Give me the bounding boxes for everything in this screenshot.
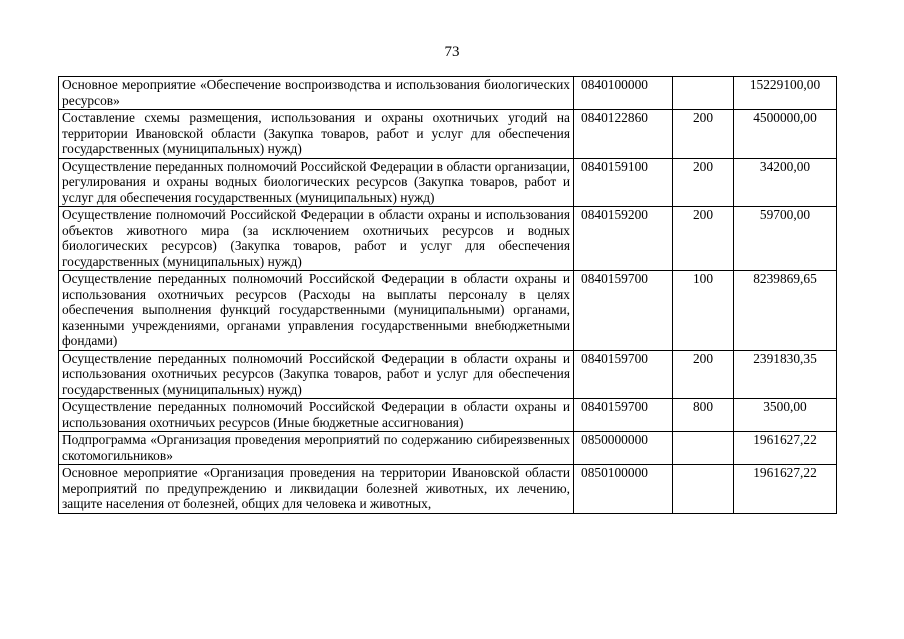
row-amount: 1961627,22 — [734, 432, 837, 465]
table-row — [59, 399, 837, 432]
row-description: Основное мероприятие «Обеспечение воспроизводства и использования биологических ресурсов» — [59, 77, 574, 110]
row-description: Подпрограмма «Организация проведения мероприятий по содержанию сибиреязвенных скотомогильников» — [59, 432, 574, 465]
row-expense-type: 200 — [673, 350, 734, 399]
row-amount: 4500000,00 — [734, 110, 837, 159]
row-amount: 34200,00 — [734, 158, 837, 207]
row-target-code: 0840159100 — [574, 158, 673, 207]
table-row — [59, 350, 837, 399]
table-row — [59, 158, 837, 207]
budget-table — [58, 76, 837, 514]
row-target-code: 0850000000 — [574, 432, 673, 465]
row-amount: 2391830,35 — [734, 350, 837, 399]
row-target-code: 0840159700 — [574, 350, 673, 399]
page-number: 73 — [444, 44, 460, 60]
row-expense-type — [673, 432, 734, 465]
row-amount: 1961627,22 — [734, 465, 837, 514]
row-expense-type — [673, 77, 734, 110]
row-expense-type: 200 — [673, 207, 734, 271]
row-amount: 8239869,65 — [734, 271, 837, 351]
row-expense-type — [673, 465, 734, 514]
row-target-code: 0850100000 — [574, 465, 673, 514]
table-row — [59, 110, 837, 159]
table-row — [59, 271, 837, 351]
table-row — [59, 465, 837, 514]
row-description: Составление схемы размещения, использования и охраны охотничьих угодий на территории Ивановской области (Закупка товаров, работ и услуг для обеспечения государственных (муниципальных) нужд) — [59, 110, 574, 159]
row-description: Основное мероприятие «Организация проведения на территории Ивановской области мероприятий по предупреждению и ликвидации болезней животных, их лечению, защите населения от болезней, общих для человека и животных, — [59, 465, 574, 514]
table-row — [59, 432, 837, 465]
row-description: Осуществление переданных полномочий Российской Федерации в области охраны и использования охотничьих ресурсов (Расходы на выплаты персоналу в целях обеспечения выполнения функций государственными (муниципальными) органами, казенными учреждениями, органами управления государственными внебюджетными фондами) — [59, 271, 574, 351]
row-target-code: 0840122860 — [574, 110, 673, 159]
row-target-code: 0840159700 — [574, 399, 673, 432]
row-description: Осуществление переданных полномочий Российской Федерации в области организации, регулирования и охраны водных биологических ресурсов (Закупка товаров, работ и услуг для обеспечения государственных (муниципальных) нужд) — [59, 158, 574, 207]
row-target-code: 0840159200 — [574, 207, 673, 271]
row-amount: 3500,00 — [734, 399, 837, 432]
row-description: Осуществление переданных полномочий Российской Федерации в области охраны и использования охотничьих ресурсов (Иные бюджетные ассигнования) — [59, 399, 574, 432]
row-description: Осуществление полномочий Российской Федерации в области охраны и использования объектов животного мира (за исключением охотничьих ресурсов и водных биологических ресурсов) (Закупка товаров, работ и услуг для обеспечения государственных (муниципальных) нужд) — [59, 207, 574, 271]
table-row — [59, 207, 837, 271]
row-target-code: 0840100000 — [574, 77, 673, 110]
row-target-code: 0840159700 — [574, 271, 673, 351]
row-expense-type: 100 — [673, 271, 734, 351]
row-amount: 59700,00 — [734, 207, 837, 271]
row-amount: 15229100,00 — [734, 77, 837, 110]
row-description: Осуществление переданных полномочий Российской Федерации в области охраны и использования охотничьих ресурсов (Закупка товаров, работ и услуг для обеспечения государственных (муниципальных) нужд) — [59, 350, 574, 399]
row-expense-type: 800 — [673, 399, 734, 432]
row-expense-type: 200 — [673, 158, 734, 207]
table-row — [59, 77, 837, 110]
row-expense-type: 200 — [673, 110, 734, 159]
